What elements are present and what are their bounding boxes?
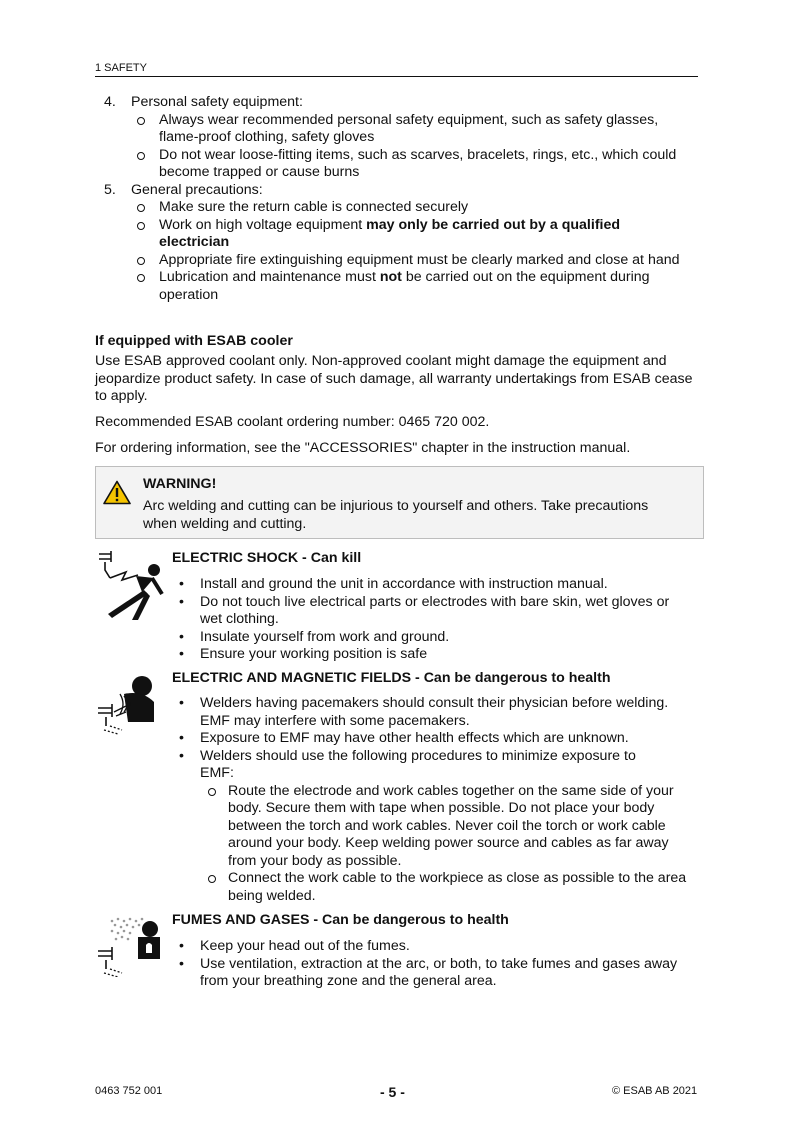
cooler-body: Use ESAB approved coolant only. Non-approved coolant might damage the equipment and jeopardize product safety. In case of such damage, all warranty undertakings from ESAB cease to apply. (95, 353, 693, 404)
list-item-label: General precautions: (131, 181, 263, 198)
sub-item: Always wear recommended personal safety equipment, such as safety glasses, flame-proof clothing, safety gloves (95, 112, 699, 147)
circle-bullet-icon (208, 788, 216, 796)
list-item: • Ensure your working position is safe (179, 646, 428, 662)
copyright: © ESAB AB 2021 (612, 1085, 698, 1097)
list-item: • Welders should use the following procedures to minimize exposure to EMF: (179, 747, 636, 781)
list-item: • Install and ground the unit in accordance with instruction manual. (179, 576, 608, 592)
circle-bullet-icon (137, 204, 145, 212)
bullet-icon: • (179, 730, 184, 746)
circle-bullet-icon (137, 222, 145, 230)
fumes-gases-icon (96, 915, 162, 977)
sub-item: Work on high voltage equipment may only be carried out by a qualified electrician (95, 217, 659, 252)
list-number: 5. (104, 181, 116, 198)
list-item: • Use ventilation, extraction at the arc, or both, to take fumes and gases away from your breathing zone and the general area. (179, 955, 678, 989)
warning-triangle-icon (103, 480, 131, 505)
emf-list (172, 695, 692, 905)
page-header (95, 61, 698, 77)
shock-list (172, 576, 692, 664)
document-number: 0463 752 001 (95, 1085, 163, 1097)
list-item: • Keep your head out of the fumes. (179, 938, 410, 954)
sub-item: Connect the work cable to the workpiece as close as possible to the area being welded. (172, 870, 688, 905)
ordering-info: For ordering information, see the "ACCESSORIES" chapter in the instruction manual. (95, 440, 631, 456)
circle-bullet-icon (137, 274, 145, 282)
list-item-personal-safety (95, 94, 705, 112)
list-item-general-precautions (95, 182, 705, 200)
sub-item: Appropriate fire extinguishing equipment must be clearly marked and close at hand (95, 252, 699, 270)
section-title: 1 SAFETY (95, 62, 147, 74)
bullet-icon: • (179, 938, 184, 954)
warning-box (95, 466, 704, 539)
warning-text: Arc welding and cutting can be injurious to yourself and others. Take precautions when welding and cutting. (143, 498, 649, 532)
list-item-label: Personal safety equipment: (131, 94, 303, 110)
sub-item: Route the electrode and work cables together on the same side of your body. Secure them with tape when possible. Do not place your body between the torch and work cables. Never coil the torch or work cable around your body. Keep welding power source and cables as far away from your body as possible. (172, 783, 688, 871)
list-item: • Insulate yourself from work and ground. (179, 628, 450, 645)
bullet-icon: • (179, 747, 184, 764)
cooler-heading: If equipped with ESAB cooler (95, 333, 293, 349)
bullet-icon: • (179, 695, 184, 711)
circle-bullet-icon (208, 875, 216, 883)
electric-shock-icon (96, 548, 164, 620)
list-item: • Exposure to EMF may have other health effects which are unknown. (179, 730, 629, 746)
safety-list (95, 94, 705, 304)
emf-title: ELECTRIC AND MAGNETIC FIELDS - Can be dangerous to health (172, 670, 611, 686)
sub-item: Lubrication and maintenance must not be carried out on the equipment during operation (95, 269, 699, 304)
bullet-icon: • (179, 628, 184, 645)
warning-title: WARNING! (143, 476, 217, 492)
bullet-icon: • (179, 593, 184, 610)
fumes-title: FUMES AND GASES - Can be dangerous to health (172, 912, 509, 928)
circle-bullet-icon (137, 117, 145, 125)
list-item: • Do not touch live electrical parts or electrodes with bare skin, wet gloves or wet clothing. (179, 593, 670, 627)
list-item: • Welders having pacemakers should consult their physician before welding. EMF may interfere with some pacemakers. (179, 695, 669, 729)
sub-item: Do not wear loose-fitting items, such as scarves, bracelets, rings, etc., which could become trapped or cause burns (95, 147, 699, 182)
coolant-number: Recommended ESAB coolant ordering number: 0465 720 002. (95, 414, 490, 430)
emf-hazard-icon (96, 672, 162, 736)
page-number: - 5 - (380, 1084, 405, 1100)
bullet-icon: • (179, 955, 184, 972)
sub-item: Make sure the return cable is connected securely (95, 199, 699, 217)
circle-bullet-icon (137, 152, 145, 160)
bullet-icon: • (179, 646, 184, 662)
bullet-icon: • (179, 576, 184, 592)
circle-bullet-icon (137, 257, 145, 265)
fumes-list (172, 938, 692, 991)
shock-title: ELECTRIC SHOCK - Can kill (172, 550, 362, 566)
list-number: 4. (104, 94, 116, 110)
